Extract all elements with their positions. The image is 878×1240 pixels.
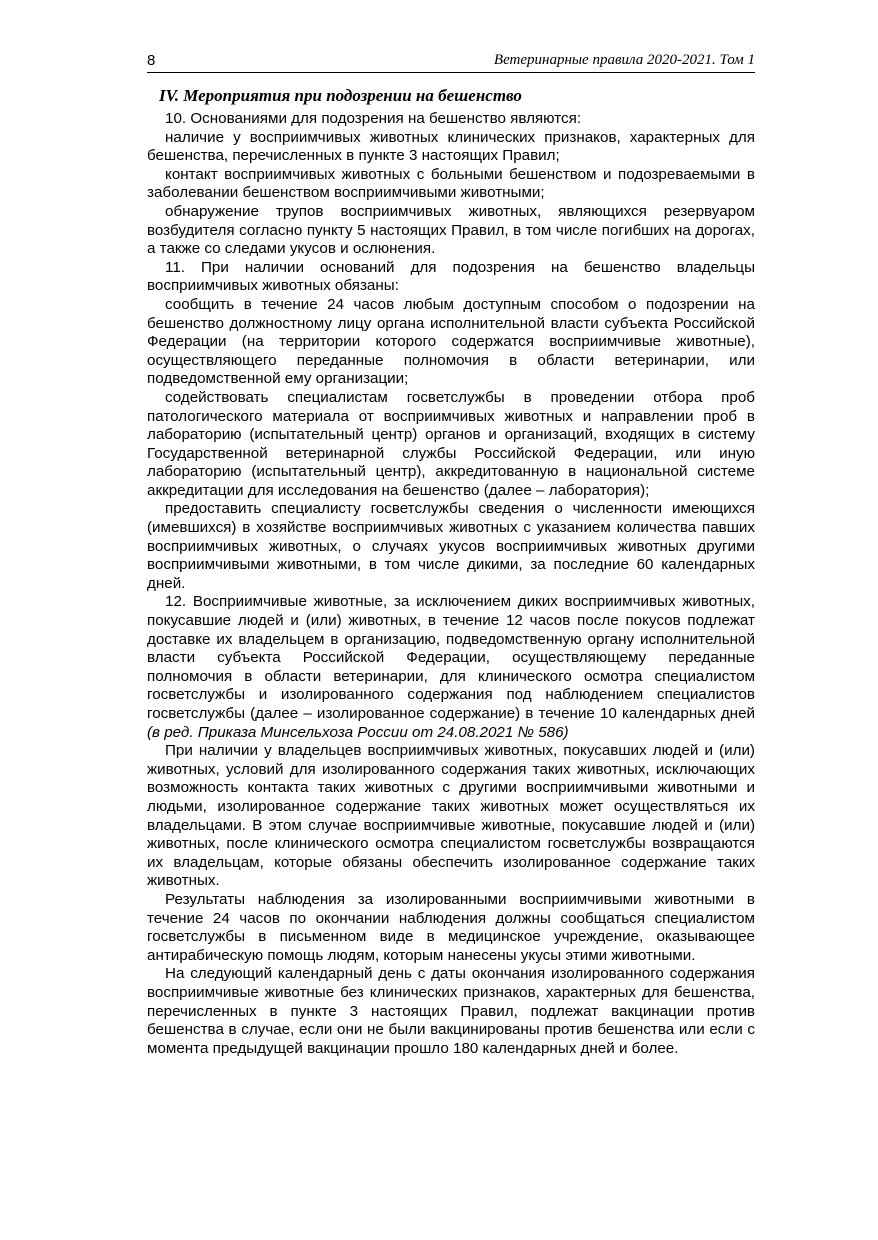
paragraph-10-item-2: контакт восприимчивых животных с больными бешенством и подозреваемыми в заболевании бешенством восприимчивыми животными; — [147, 165, 755, 202]
paragraph-10-item-1: наличие у восприимчивых животных клинических признаков, характерных для бешенства, перечисленных в пункте 3 настоящих Правил; — [147, 128, 755, 165]
running-title: Ветеринарные правила 2020-2021. Том 1 — [493, 52, 755, 68]
section-heading: IV. Мероприятия при подозрении на бешенство — [159, 86, 522, 105]
paragraph-12-results: Результаты наблюдения за изолированными восприимчивыми животными в течение 24 часов по окончании наблюдения должны сообщаться специалистом госветслужбы в письменном виде в медицинское учреждение, оказывающее антирабическую помощь людям, которым нанесены укусы этими животными. — [147, 890, 755, 964]
paragraph-12-isolation: При наличии у владельцев восприимчивых животных, покусавших людей и (или) животных, условий для изолированного содержания таких животных, исключающих возможность контакта таких животных с другими восприимчивыми животными и людьми, изолированное содержание таких животных может осуществляться их владельцами. В этом случае восприимчивые животные, покусавшие людей и (или) животных, после клинического осмотра специалистом госветслужбы возвращаются их владельцам, которые обязаны обеспечить изолированное содержание таких животных. — [147, 742, 755, 890]
page-number: 8 — [147, 52, 156, 69]
paragraph-10: 10. Основаниями для подозрения на бешенство являются: — [165, 110, 582, 127]
document-body — [147, 86, 755, 1058]
paragraph-12 — [147, 593, 755, 742]
paragraph-12-vaccination: На следующий календарный день с даты окончания изолированного содержания восприимчивые животные без клинических признаков, характерных для бешенства, перечисленных в пункте 3 настоящих Правил, подлежат вакцинации против бешенства в случае, если они не были вакцинированы против бешенства или если с момента предыдущей вакцинации прошло 180 календарных дней и более. — [147, 965, 755, 1057]
paragraph-11: 11. При наличии оснований для подозрения на бешенство владельцы восприимчивых животных обязаны: — [147, 258, 755, 295]
paragraph-11-item-1: сообщить в течение 24 часов любым доступным способом о подозрении на бешенство должностному лицу органа исполнительной власти субъекта Российской Федерации (на территории которого содержатся восприимчивые животные), осуществляющего переданные полномочия в области ветеринарии, или подведомственной ему организации; — [147, 295, 755, 388]
paragraph-12-text: 12. Восприимчивые животные, за исключением диких восприимчивых животных, покусавшие людей и (или) животных, в течение 12 часов после покусов подлежат доставке их владельцем в организацию, подведомственную органу исполнительной власти субъекта Российской Федерации, осуществляющему переданные полномочия в области ветеринарии, для клинического осмотра специалистом госветслужбы и изолированного содержания под наблюдением специалистов госветслужбы (далее – изолированное содержание) в течение 10 календарных дней — [147, 593, 755, 722]
paragraph-10-item-3: обнаружение трупов восприимчивых животных, являющихся резервуаром возбудителя согласно пункту 5 настоящих Правил, в том числе погибших на дорогах, а также со следами укусов и ослюнения. — [147, 202, 755, 258]
paragraph-11-item-2: содействовать специалистам госветслужбы в проведении отбора проб патологического материала от восприимчивых животных и направлении проб в лабораторию (испытательный центр) органов и организаций, входящих в систему Государственной ветеринарной службы Российской Федерации, или иную лабораторию (испытательный центр), аккредитованную в национальной системе аккредитации для исследования на бешенство (далее – лаборатория); — [147, 388, 755, 499]
section-text — [147, 110, 755, 1058]
amendment-note: (в ред. Приказа Минсельхоза России от 24.08.2021 № 586) — [147, 723, 569, 741]
page-header — [147, 48, 755, 73]
paragraph-11-item-3: предоставить специалисту госветслужбы сведения о численности имеющихся (имевшихся) в хозяйстве восприимчивых животных с указанием количества павших восприимчивых животных, о случаях укусов восприимчивых животных другими восприимчивыми животными, в том числе дикими, за последние 60 календарных дней. — [147, 500, 755, 592]
